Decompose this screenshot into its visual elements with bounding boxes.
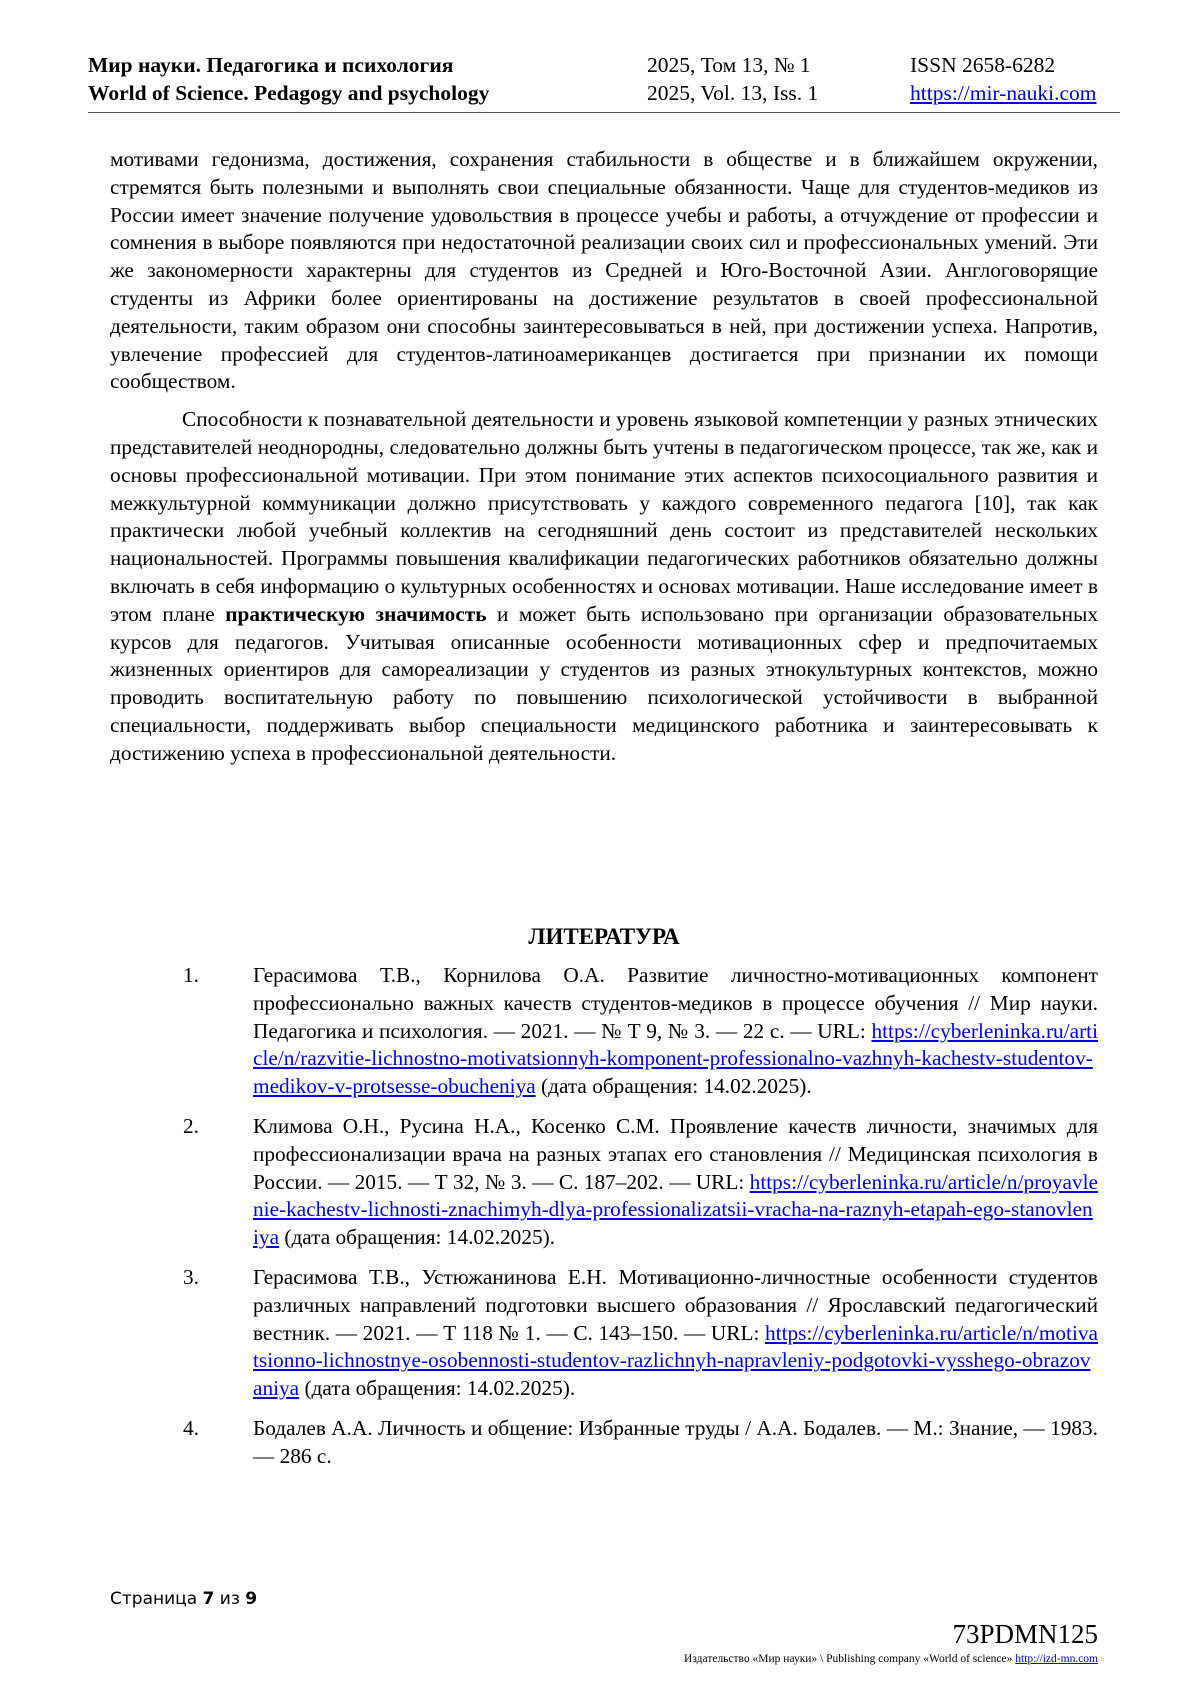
reference-item	[110, 1415, 1098, 1471]
reference-item	[110, 1264, 1098, 1403]
journal-site-link[interactable]: https://mir-nauki.com	[910, 81, 1097, 105]
journal-title-en: World of Science. Pedagogy and psychology	[88, 81, 490, 105]
reference-number: 4.	[183, 1415, 199, 1440]
reference-url-link[interactable]: https://cyberleninka.ru/article/n/motivatsionno-lichnostnye-osobennosti-studentov-razlichnyh-napravleniy-podgotovki-vysshego-obrazovaniya	[253, 1320, 1098, 1401]
reference-text: Герасимова Т.В., Корнилова О.А. Развитие личностно-мотивационных компонент профессионально важных качеств студентов-медиков в процессе обучения // Мир науки. Педагогика и психология. — 2021. — № Т 9, № 3. — 22 с. — URL:	[253, 963, 1098, 1043]
page-word: Страница	[110, 1589, 198, 1609]
page-counter	[110, 1588, 257, 1610]
page-total: 9	[245, 1589, 258, 1609]
reference-list	[110, 962, 1098, 1483]
paragraph-2-part-a: Способности к познавательной деятельности и уровень языковой компетенции у разных этнических представителей неоднородны, следовательно должны быть учтены в педагогическом процессе, так же, как и основы профессиональной мотивации. При этом понимание этих аспектов психосоциального развития и межкультурной коммуникации должно присутствовать у каждого современного педагога [10], так как практически любой учебный коллектив на сегодняшний день состоит из представителей нескольких национальностей. Программы повышения квалификации педагогических работников обязательно должны включать в себя информацию о культурных особенностях и основах мотивации. Наше исследование имеет в этом плане	[110, 407, 1098, 626]
reference-access-date: (дата обращения: 14.02.2025).	[535, 1074, 812, 1099]
journal-title-ru: Мир науки. Педагогика и психология	[88, 53, 454, 77]
reference-number: 1.	[183, 963, 199, 987]
volume-en: 2025, Vol. 13, Iss. 1	[647, 81, 819, 105]
reference-access-date: (дата обращения: 14.02.2025).	[279, 1225, 556, 1250]
reference-text: Бодалев А.А. Личность и общение: Избранные труды / А.А. Бодалев. — М.: Знание, — 1983. — 286 с.	[253, 1415, 1098, 1468]
article-body	[110, 146, 1098, 778]
page-number: 7	[202, 1589, 215, 1609]
publisher-link[interactable]: http://izd-mn.com	[1015, 1653, 1098, 1665]
reference-item	[110, 1113, 1098, 1252]
article-code: 73PDMN125	[952, 1619, 1098, 1649]
page-header	[88, 52, 1120, 113]
paragraph-2-bold: практическую значимость	[225, 601, 487, 626]
reference-access-date: (дата обращения: 14.02.2025).	[299, 1376, 576, 1401]
reference-number: 2.	[183, 1113, 199, 1138]
issn: ISSN 2658-6282	[910, 53, 1056, 77]
of-word: из	[219, 1589, 240, 1609]
reference-text: Климова О.Н., Русина Н.А., Косенко С.М. Проявление качеств личности, значимых для профессионализации врача на разных этапах его становления // Медицинская психология в России. — 2015. — Т 32, № 3. — С. 187–202. — URL:	[253, 1113, 1098, 1194]
reference-url-link[interactable]: https://cyberleninka.ru/article/n/proyavlenie-kachestv-lichnosti-znachimyh-dlya-professionalizatsii-vracha-na-raznyh-etapah-ego-stanovleniya	[253, 1169, 1098, 1250]
paragraph-1: мотивами гедонизма, достижения, сохранения стабильности в обществе и в ближайшем окружении, стремятся быть полезными и выполнять свои специальные обязанности. Чаще для студентов-медиков из России имеет значение получение удовольствия в процессе учебы и работы, а отчуждение от профессии и сомнения в выборе появляются при недостаточной реализации своих сил и профессиональных умений. Эти же закономерности характерны для студентов из Средней и Юго-Восточной Азии. Англоговорящие студенты из Африки более ориентированы на достижение результатов в своей профессиональной деятельности, таким образом они способны заинтересовываться в ней, при достижении успеха. Напротив, увлечение профессией для студентов-латиноамериканцев достигается при признании их помощи сообществом.	[110, 147, 1098, 394]
paragraph-2-part-b: и может быть использовано при организации образовательных курсов для педагогов. Учитывая описанные особенности мотивационных сфер и предпочитаемых жизненных ориентиров для самореализации у студентов из разных этнокультурных контекстов, можно проводить воспитательную работу по повышению психологической устойчивости в выбранной специальности, поддерживать выбор специальности медицинского работника и заинтересовывать к достижению успеха в профессиональной деятельности.	[110, 601, 1098, 765]
reference-number: 3.	[183, 1264, 199, 1289]
volume-ru: 2025, Том 13, № 1	[647, 53, 811, 77]
reference-item	[110, 962, 1098, 1101]
reference-text: Герасимова Т.В., Устюжанинова Е.Н. Мотивационно-личностные особенности студентов различных направлений подготовки высшего образования // Ярославский педагогический вестник. — 2021. — Т 118 № 1. — С. 143–150. — URL:	[253, 1264, 1098, 1345]
publisher-line	[684, 1652, 1098, 1666]
reference-url-link[interactable]: https://cyberleninka.ru/article/n/razvitie-lichnostno-motivatsionnyh-komponent-professionalno-vazhnyh-kachestv-studentov-medikov-v-protsesse-obucheniya	[253, 1018, 1098, 1099]
literature-heading: ЛИТЕРАТУРА	[528, 924, 680, 949]
publisher-name: Издательство «Мир науки» \ Publishing company «World of science»	[684, 1653, 1013, 1665]
paragraph-2	[110, 406, 1098, 767]
